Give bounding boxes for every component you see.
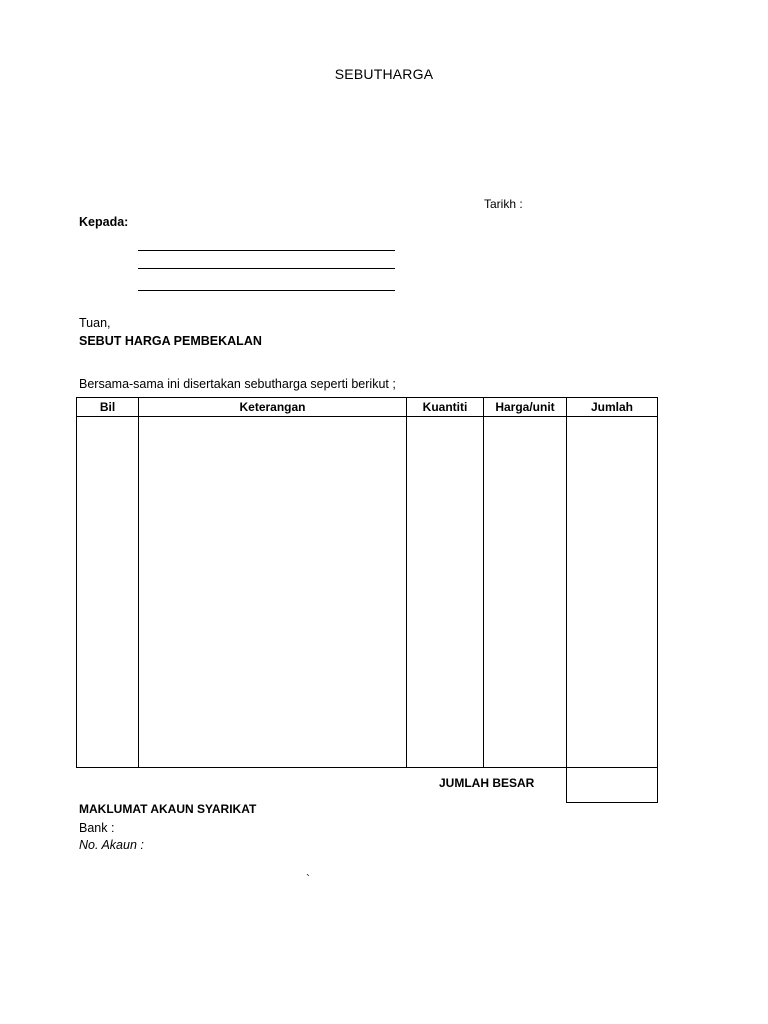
bank-label: Bank : xyxy=(79,821,115,835)
grand-total-label: JUMLAH BESAR xyxy=(439,776,535,790)
cell-harga-unit xyxy=(484,417,567,768)
account-number-label: No. Akaun : xyxy=(79,838,144,852)
salutation: Tuan, xyxy=(79,316,111,330)
subject-heading: SEBUT HARGA PEMBEKALAN xyxy=(79,334,262,348)
grand-total-box xyxy=(566,767,658,803)
page-title: SEBUTHARGA xyxy=(334,66,434,82)
date-label: Tarikh : xyxy=(484,197,523,211)
recipient-address-line-2 xyxy=(138,268,395,269)
cell-kuantiti xyxy=(407,417,484,768)
recipient-label: Kepada: xyxy=(79,215,129,229)
column-header-kuantiti: Kuantiti xyxy=(407,398,484,417)
cell-bil xyxy=(77,417,139,768)
column-header-bil: Bil xyxy=(77,398,139,417)
cell-keterangan xyxy=(139,417,407,768)
stray-mark: ` xyxy=(306,872,310,886)
table-header-row xyxy=(77,398,658,417)
quotation-table xyxy=(76,397,658,768)
recipient-address-line-3 xyxy=(138,290,395,291)
column-header-harga-unit: Harga/unit xyxy=(484,398,567,417)
table-row xyxy=(77,417,658,768)
intro-text: Bersama-sama ini disertakan sebutharga seperti berikut ; xyxy=(79,377,396,391)
cell-jumlah xyxy=(567,417,658,768)
column-header-keterangan: Keterangan xyxy=(139,398,407,417)
column-header-jumlah: Jumlah xyxy=(567,398,658,417)
recipient-address-line-1 xyxy=(138,250,395,251)
account-info-heading: MAKLUMAT AKAUN SYARIKAT xyxy=(79,802,257,816)
